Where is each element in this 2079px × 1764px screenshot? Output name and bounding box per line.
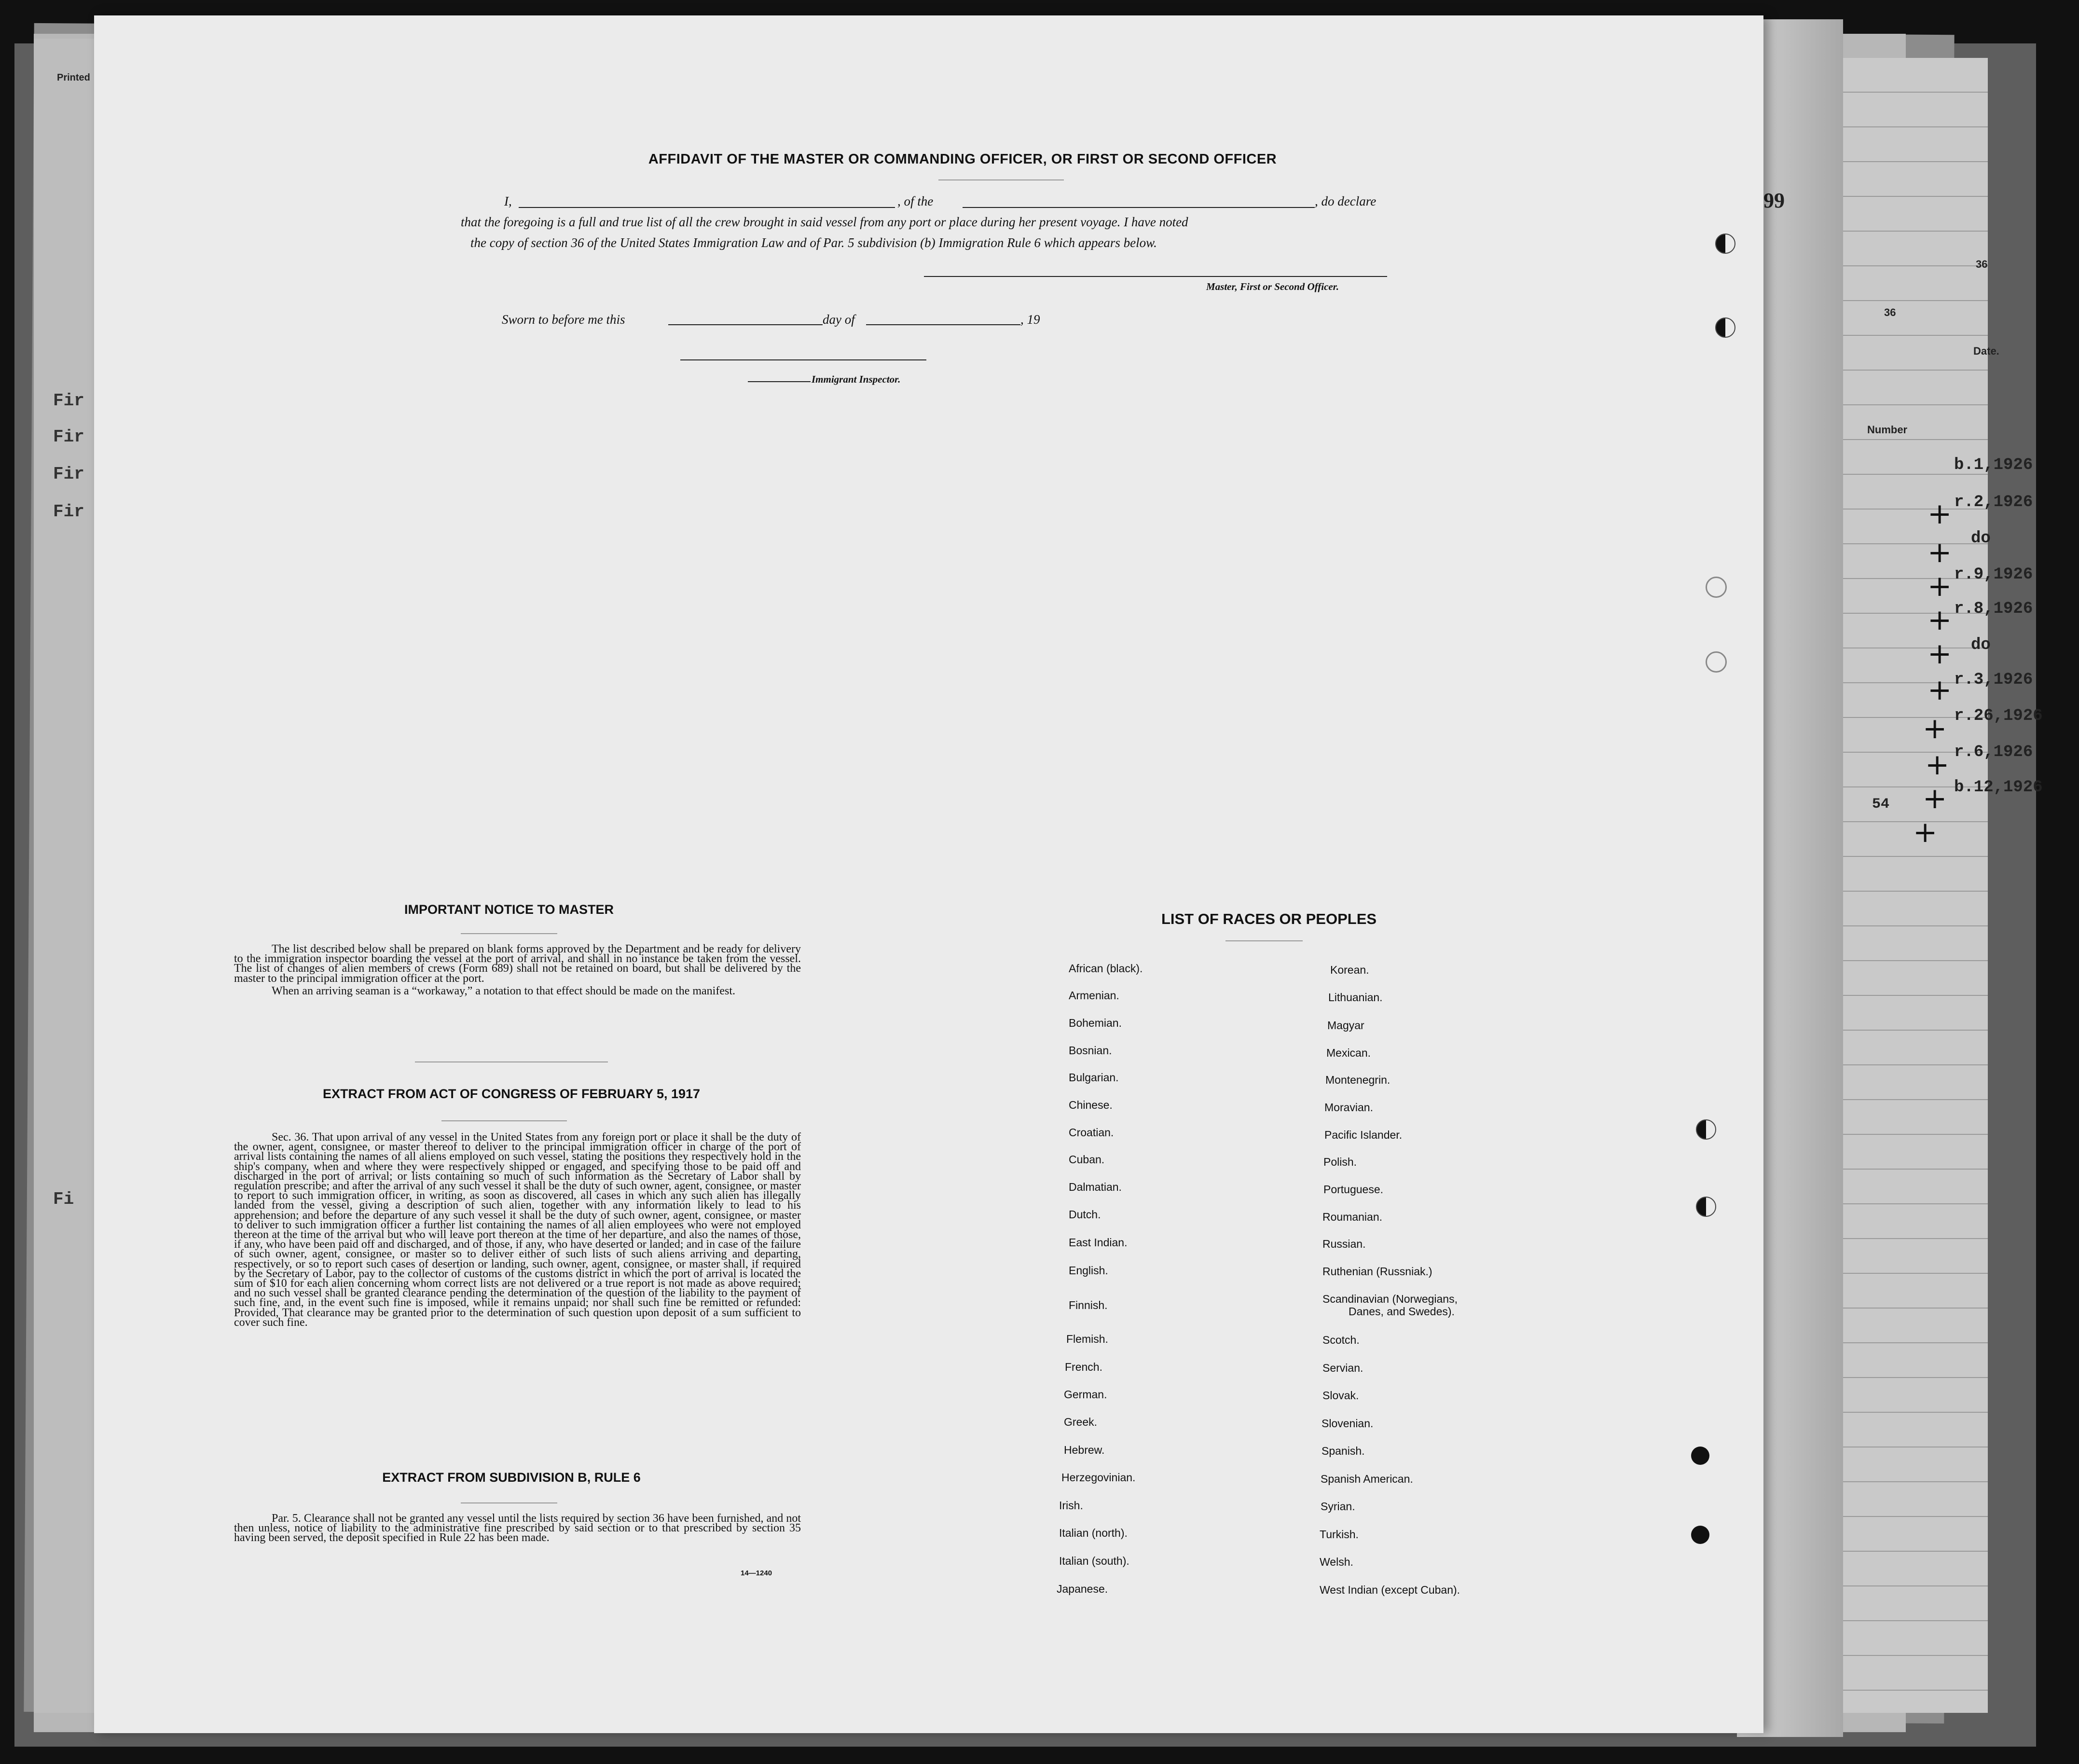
stray-number: 54: [1872, 796, 1890, 813]
column-36-label: 36: [1884, 306, 1896, 318]
race-item: Cuban.: [1069, 1153, 1105, 1166]
date-entry: r.2,1926: [1954, 493, 2033, 511]
printed-label: Printed: [57, 72, 90, 83]
extract-act-body: [234, 1132, 801, 1330]
check-mark: +: [1928, 569, 1952, 603]
sworn-start: Sworn to before me this: [502, 312, 625, 327]
race-item: African (black).: [1069, 962, 1143, 975]
inspector-signature-line[interactable]: [680, 359, 926, 360]
divider: [461, 933, 557, 934]
race-item: Syrian.: [1321, 1500, 1355, 1513]
race-item: Italian (south).: [1059, 1555, 1129, 1567]
check-mark: +: [1928, 637, 1952, 671]
section-36-text: Sec. 36. That upon arrival of any vessel in the United States from any foreign port or place it shall be the duty of the owner, agent, consignee, or master thereof to deliver to the principal immigration officer in charge of the port of arrival lists containing the names of all aliens employed on such vessel, stating the positions they respectively hold in the ship's company, when and where they were respectively shipped or engaged, and specifying those to be paid off and discharged in the port of arrival; or lists containing so much of such information as the Secretary of Labor shall by regulation prescribe; and after the arrival of any such vessel it shall be the duty of such owner, agent, consignee, or master to report to such immigration officer, in writing, as soon as discovered, all cases in which any such alien has illegally landed from the vessel, giving a description of such alien, together with any information likely to lead to his apprehension; and before the departure of any such vessel it shall be the duty of such owner, agent, consignee, or master to deliver to such immigration officer a further list containing the names of all alien employees who were not employed thereon at the time of the arrival but who will leave port thereon at the time of her departure, and also the names of those, if any, who have been paid off and discharged, and of those, if any, who have deserted or landed; and in case of the failure of such owner, agent, consignee, or master so to deliver either of such lists of such aliens arriving and departing, respectively, or so to report such cases of desertion or landing, such owner, agent, consignee, or master shall, if required by the Secretary of Labor, pay to the collector of customs of the customs district in which the port of arrival is located the sum of $10 for each alien concerning whom correct lists are not delivered or a true report is not made as above required; and no such vessel shall be granted clearance pending the determination of the question of the liability to the payment of such fine, and, in the event such fine is imposed, while it remains unpaid; nor shall such fine be remitted or refunded: Provided, That clearance may be granted prior to the determination of such question upon deposit of a sum sufficient to cover such fine.: [234, 1131, 801, 1329]
binder-hole: [1715, 317, 1735, 338]
date-entry: b.1,1926: [1954, 456, 2033, 474]
extract-rule-title: EXTRACT FROM SUBDIVISION B, RULE 6: [382, 1470, 641, 1485]
race-item: Italian (north).: [1059, 1527, 1128, 1539]
divider: [441, 1120, 567, 1121]
race-item: West Indian (except Cuban).: [1320, 1584, 1460, 1596]
race-item: Bohemian.: [1069, 1017, 1122, 1029]
race-item: Flemish.: [1066, 1333, 1108, 1345]
date-entry: r.9,1926: [1954, 565, 2033, 584]
race-item: Spanish American.: [1321, 1473, 1413, 1485]
affidavit-line3: the copy of section 36 of the United States Immigration Law and of Par. 5 subdivision (b) Immigration Rule 6 which appears below.: [470, 235, 1157, 250]
race-item: Slovak.: [1322, 1389, 1359, 1402]
race-item: Mexican.: [1326, 1047, 1371, 1059]
race-item: Roumanian.: [1322, 1211, 1383, 1223]
race-item: Croatian.: [1069, 1126, 1114, 1139]
notice-title: IMPORTANT NOTICE TO MASTER: [404, 902, 614, 917]
check-mark: +: [1925, 748, 1950, 782]
race-item: Finnish.: [1069, 1299, 1108, 1311]
left-mark: Fir: [53, 502, 84, 522]
binder-hole: [1691, 1447, 1709, 1465]
form-number: 14—1240: [741, 1569, 772, 1577]
left-sheet-edge: [34, 39, 101, 1713]
race-item: Ruthenian (Russniak.): [1322, 1265, 1432, 1278]
left-mark: Fi: [53, 1189, 74, 1209]
date-entry: do: [1971, 636, 1991, 654]
left-mark: Fir: [53, 427, 84, 447]
race-item: Hebrew.: [1064, 1444, 1105, 1456]
race-item: East Indian.: [1069, 1236, 1128, 1249]
check-mark: +: [1928, 497, 1952, 531]
affidavit-line1-start: I,: [504, 194, 512, 208]
form-page: [94, 15, 1763, 1733]
notice-paragraph: The list described below shall be prepared on blank forms approved by the Department and be ready for delivery to the immigration inspector boarding the vessel at the port of arrival, and shall in no instance be taken from the vessel. The list of changes of alien members of crews (Form 689) shall not be retained on board, but shall be delivered by the master to the principal immigration officer at the port.: [234, 943, 801, 985]
race-item: Scotch.: [1322, 1334, 1360, 1346]
race-item: Slovenian.: [1322, 1417, 1374, 1430]
race-item: French.: [1065, 1361, 1102, 1373]
extract-act-title: EXTRACT FROM ACT OF CONGRESS OF FEBRUARY 5, 1917: [322, 1087, 701, 1101]
race-item: Dane​s, and Swedes).: [1349, 1305, 1455, 1318]
master-signature-label: Master, First or Second Officer.: [1206, 281, 1339, 292]
races-title: LIST OF RACES OR PEOPLES: [1161, 910, 1377, 927]
date-entry: r.26,1926: [1954, 707, 2043, 725]
date-entry: do: [1971, 529, 1991, 548]
binder-hole: [1691, 1526, 1709, 1544]
rule-6-text: Par. 5. Clearance shall not be granted any vessel until the lists required by section 36 have been furnished, and not then unless, notice of liability to the administrative fine prescribed by said section or to that prescribed by section 35 having been served, the deposit specified in Rule 22 has been made.: [234, 1512, 801, 1544]
name-blank[interactable]: [519, 207, 895, 208]
race-item: Montenegrin.: [1325, 1074, 1391, 1086]
sworn-day-blank[interactable]: [668, 324, 823, 325]
check-mark: +: [1923, 712, 1947, 745]
race-item: Russian.: [1322, 1238, 1366, 1250]
check-mark: +: [1928, 603, 1952, 637]
sworn-month-blank[interactable]: [866, 324, 1020, 325]
inspector-label: Immigrant Inspector.: [812, 373, 901, 385]
race-item: Bulgarian.: [1069, 1071, 1119, 1084]
race-item: Magyar: [1327, 1019, 1364, 1032]
race-item: Irish.: [1059, 1499, 1083, 1512]
divider: [1225, 940, 1303, 941]
left-mark: Fir: [53, 391, 84, 411]
affidavit-line1-end: , do declare: [1315, 194, 1377, 208]
notice-paragraph: When an arriving seaman is a “workaway,” a notation to that effect should be made on the manifest.: [272, 984, 735, 997]
master-signature-line[interactable]: [924, 276, 1387, 277]
race-item: Dalmatian.: [1069, 1181, 1122, 1193]
race-item: Greek.: [1064, 1416, 1098, 1428]
race-item: Spanish.: [1322, 1445, 1365, 1457]
date-entry: r.8,1926: [1954, 600, 2033, 618]
race-item: German.: [1064, 1388, 1107, 1401]
binder-hole: [1696, 1119, 1716, 1140]
race-item: Chinese.: [1069, 1099, 1113, 1111]
number-label: Number: [1867, 424, 1908, 436]
race-item: Pacific Islander.: [1324, 1129, 1403, 1141]
left-mark: Fir: [53, 464, 84, 484]
divider: [415, 1061, 608, 1062]
race-item: Polish.: [1323, 1156, 1357, 1168]
sworn-mid: day of: [823, 312, 855, 327]
check-mark: +: [1928, 673, 1952, 707]
divider: [938, 179, 1064, 180]
affidavit-line2: that the foregoing is a full and true list of all the crew brought in said vessel from any port or place during her present voyage. I have noted: [461, 215, 1188, 229]
race-item: Dutch.: [1069, 1208, 1101, 1221]
race-item: Scandinavian (Norwegians,: [1322, 1293, 1458, 1305]
race-item: Armenian.: [1069, 989, 1119, 1002]
column-36-label: 36: [1976, 258, 1988, 270]
divider: [461, 1502, 557, 1503]
affidavit-line1-mid: , of the: [897, 194, 934, 208]
race-item: Lithuanian.: [1328, 991, 1383, 1004]
inspector-blank[interactable]: [748, 381, 811, 382]
check-mark: +: [1923, 782, 1947, 815]
date-label: Date.: [1973, 345, 1999, 357]
extract-rule-body: [234, 1514, 801, 1546]
race-item: Welsh.: [1320, 1556, 1353, 1568]
binder-hole: [1706, 651, 1727, 673]
race-item: Moravian.: [1324, 1101, 1373, 1114]
page-number: 99: [1763, 189, 1785, 212]
date-entry: r.3,1926: [1954, 671, 2033, 689]
race-item: Korean.: [1330, 964, 1369, 976]
race-item: Herzegovinian.: [1061, 1471, 1136, 1484]
binder-hole: [1696, 1197, 1716, 1217]
date-entry: r.6,1926: [1954, 743, 2033, 761]
race-item: Portuguese.: [1323, 1183, 1384, 1196]
date-entry: b.12,1926: [1954, 778, 2043, 797]
affidavit-title: AFFIDAVIT OF THE MASTER OR COMMANDING OFFICER, OR FIRST OR SECOND OFFICER: [648, 152, 1277, 167]
binder-hole: [1706, 577, 1727, 598]
check-mark: +: [1928, 536, 1952, 569]
sworn-end: , 19: [1020, 312, 1040, 327]
binder-hole: [1715, 234, 1735, 254]
race-item: Servian.: [1322, 1362, 1363, 1374]
race-item: Japanese.: [1057, 1583, 1108, 1595]
race-item: English.: [1069, 1264, 1108, 1277]
race-item: Bosnian.: [1069, 1044, 1112, 1057]
race-item: Turkish.: [1320, 1528, 1359, 1541]
notice-body: [234, 944, 801, 999]
check-mark: +: [1913, 815, 1938, 849]
vessel-blank[interactable]: [963, 207, 1315, 208]
